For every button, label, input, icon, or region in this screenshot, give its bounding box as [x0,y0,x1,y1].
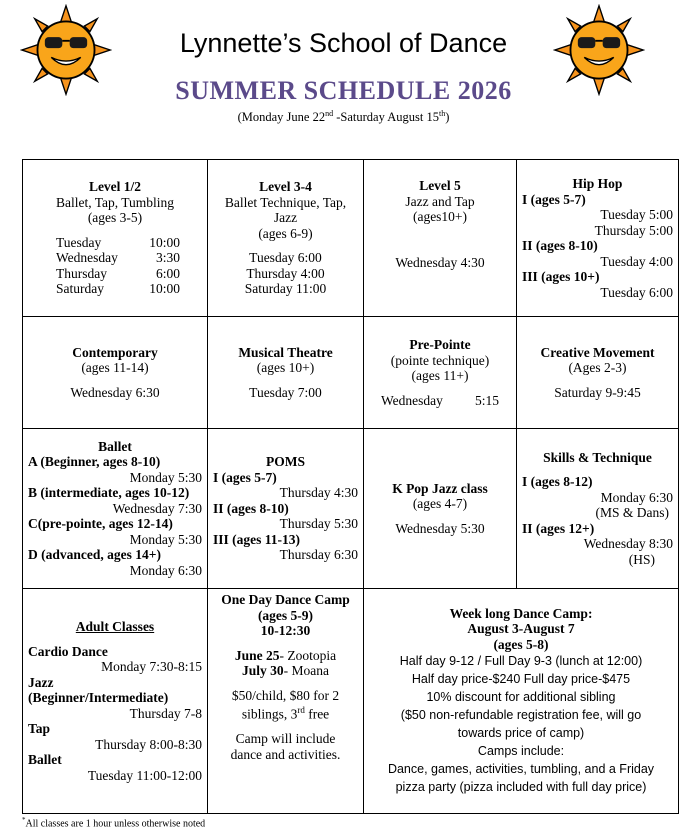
class-cell-poms: POMS I (ages 5-7) Thursday 4:30 II (ages 8-10) Thursday 5:30 III (ages 11-13) Thursday 6:30 [208,429,364,589]
class-cell-contemporary: Contemporary (ages 11-14) Wednesday 6:30 [23,317,208,429]
camp-cell-one-day: One Day Dance Camp (ages 5-9) 10-12:30 June 25- Zootopia July 30- Moana $50/child, $80 for 2 siblings, 3rd free Camp will include dance and activities. [208,589,364,814]
camp-cell-week-long: Week long Dance Camp: August 3-August 7 (ages 5-8) Half day 9-12 / Full Day 9-3 (lunch at 12:00) Half day price-$240 Full day price-$475 10% discount for additional sibling ($50 non-refundable registration fee, will go towards price of camp) Camps include: Dance, games, activities, tumbling, and a Friday pizza party (pizza included with full day price) [364,589,679,814]
class-cell-level-3-4: Level 3-4 Ballet Technique, Tap, Jazz (ages 6-9) Tuesday 6:00 Thursday 4:00 Saturday 11:00 [208,160,364,317]
class-cell-pre-pointe: Pre-Pointe (pointe technique) (ages 11+) Wednesday 5:15 [364,317,517,429]
class-cell-level-5: Level 5 Jazz and Tap (ages10+) Wednesday 4:30 [364,160,517,317]
footnote: *All classes are 1 hour unless otherwise noted [22,816,206,829]
schedule-heading: SUMMER SCHEDULE 2026 [175,76,512,105]
class-cell-adult-classes: Adult Classes Cardio Dance Monday 7:30-8:15 Jazz (Beginner/Intermediate) Thursday 7-8 Tap Thursday 8:00-8:30 Ballet Tuesday 11:00-12:00 [23,589,208,814]
school-title: Lynnette’s School of Dance [179,28,508,58]
class-cell-level-1-2: Level 1/2 Ballet, Tap, Tumbling (ages 3-5) Tuesday 10:00 Wednesday 3:30 Thursday 6:00 Saturday 10:00 [23,160,208,317]
class-cell-creative-movement: Creative Movement (Ages 2-3) Saturday 9-9:45 [517,317,679,429]
schedule-table [22,159,679,814]
class-cell-musical-theatre: Musical Theatre (ages 10+) Tuesday 7:00 [208,317,364,429]
class-cell-kpop-jazz: K Pop Jazz class (ages 4-7) Wednesday 5:30 [364,429,517,589]
class-cell-hip-hop: Hip Hop I (ages 5-7) Tuesday 5:00 Thursday 5:00 II (ages 8-10) Tuesday 4:00 III (ages 10+) Tuesday 6:00 [517,160,679,317]
session-dates: (Monday June 22nd -Saturday August 15th) [237,109,450,125]
class-cell-skills-technique: Skills & Technique I (ages 8-12) Monday 6:30 (MS & Dans) II (ages 12+) Wednesday 8:30 (HS) [517,429,679,589]
class-cell-ballet: Ballet A (Beginner, ages 8-10) Monday 5:30 B (intermediate, ages 10-12) Wednesday 7:30 C(pre-pointe, ages 12-14) Monday 5:30 D (advanced, ages 14+) Monday 6:30 [23,429,208,589]
